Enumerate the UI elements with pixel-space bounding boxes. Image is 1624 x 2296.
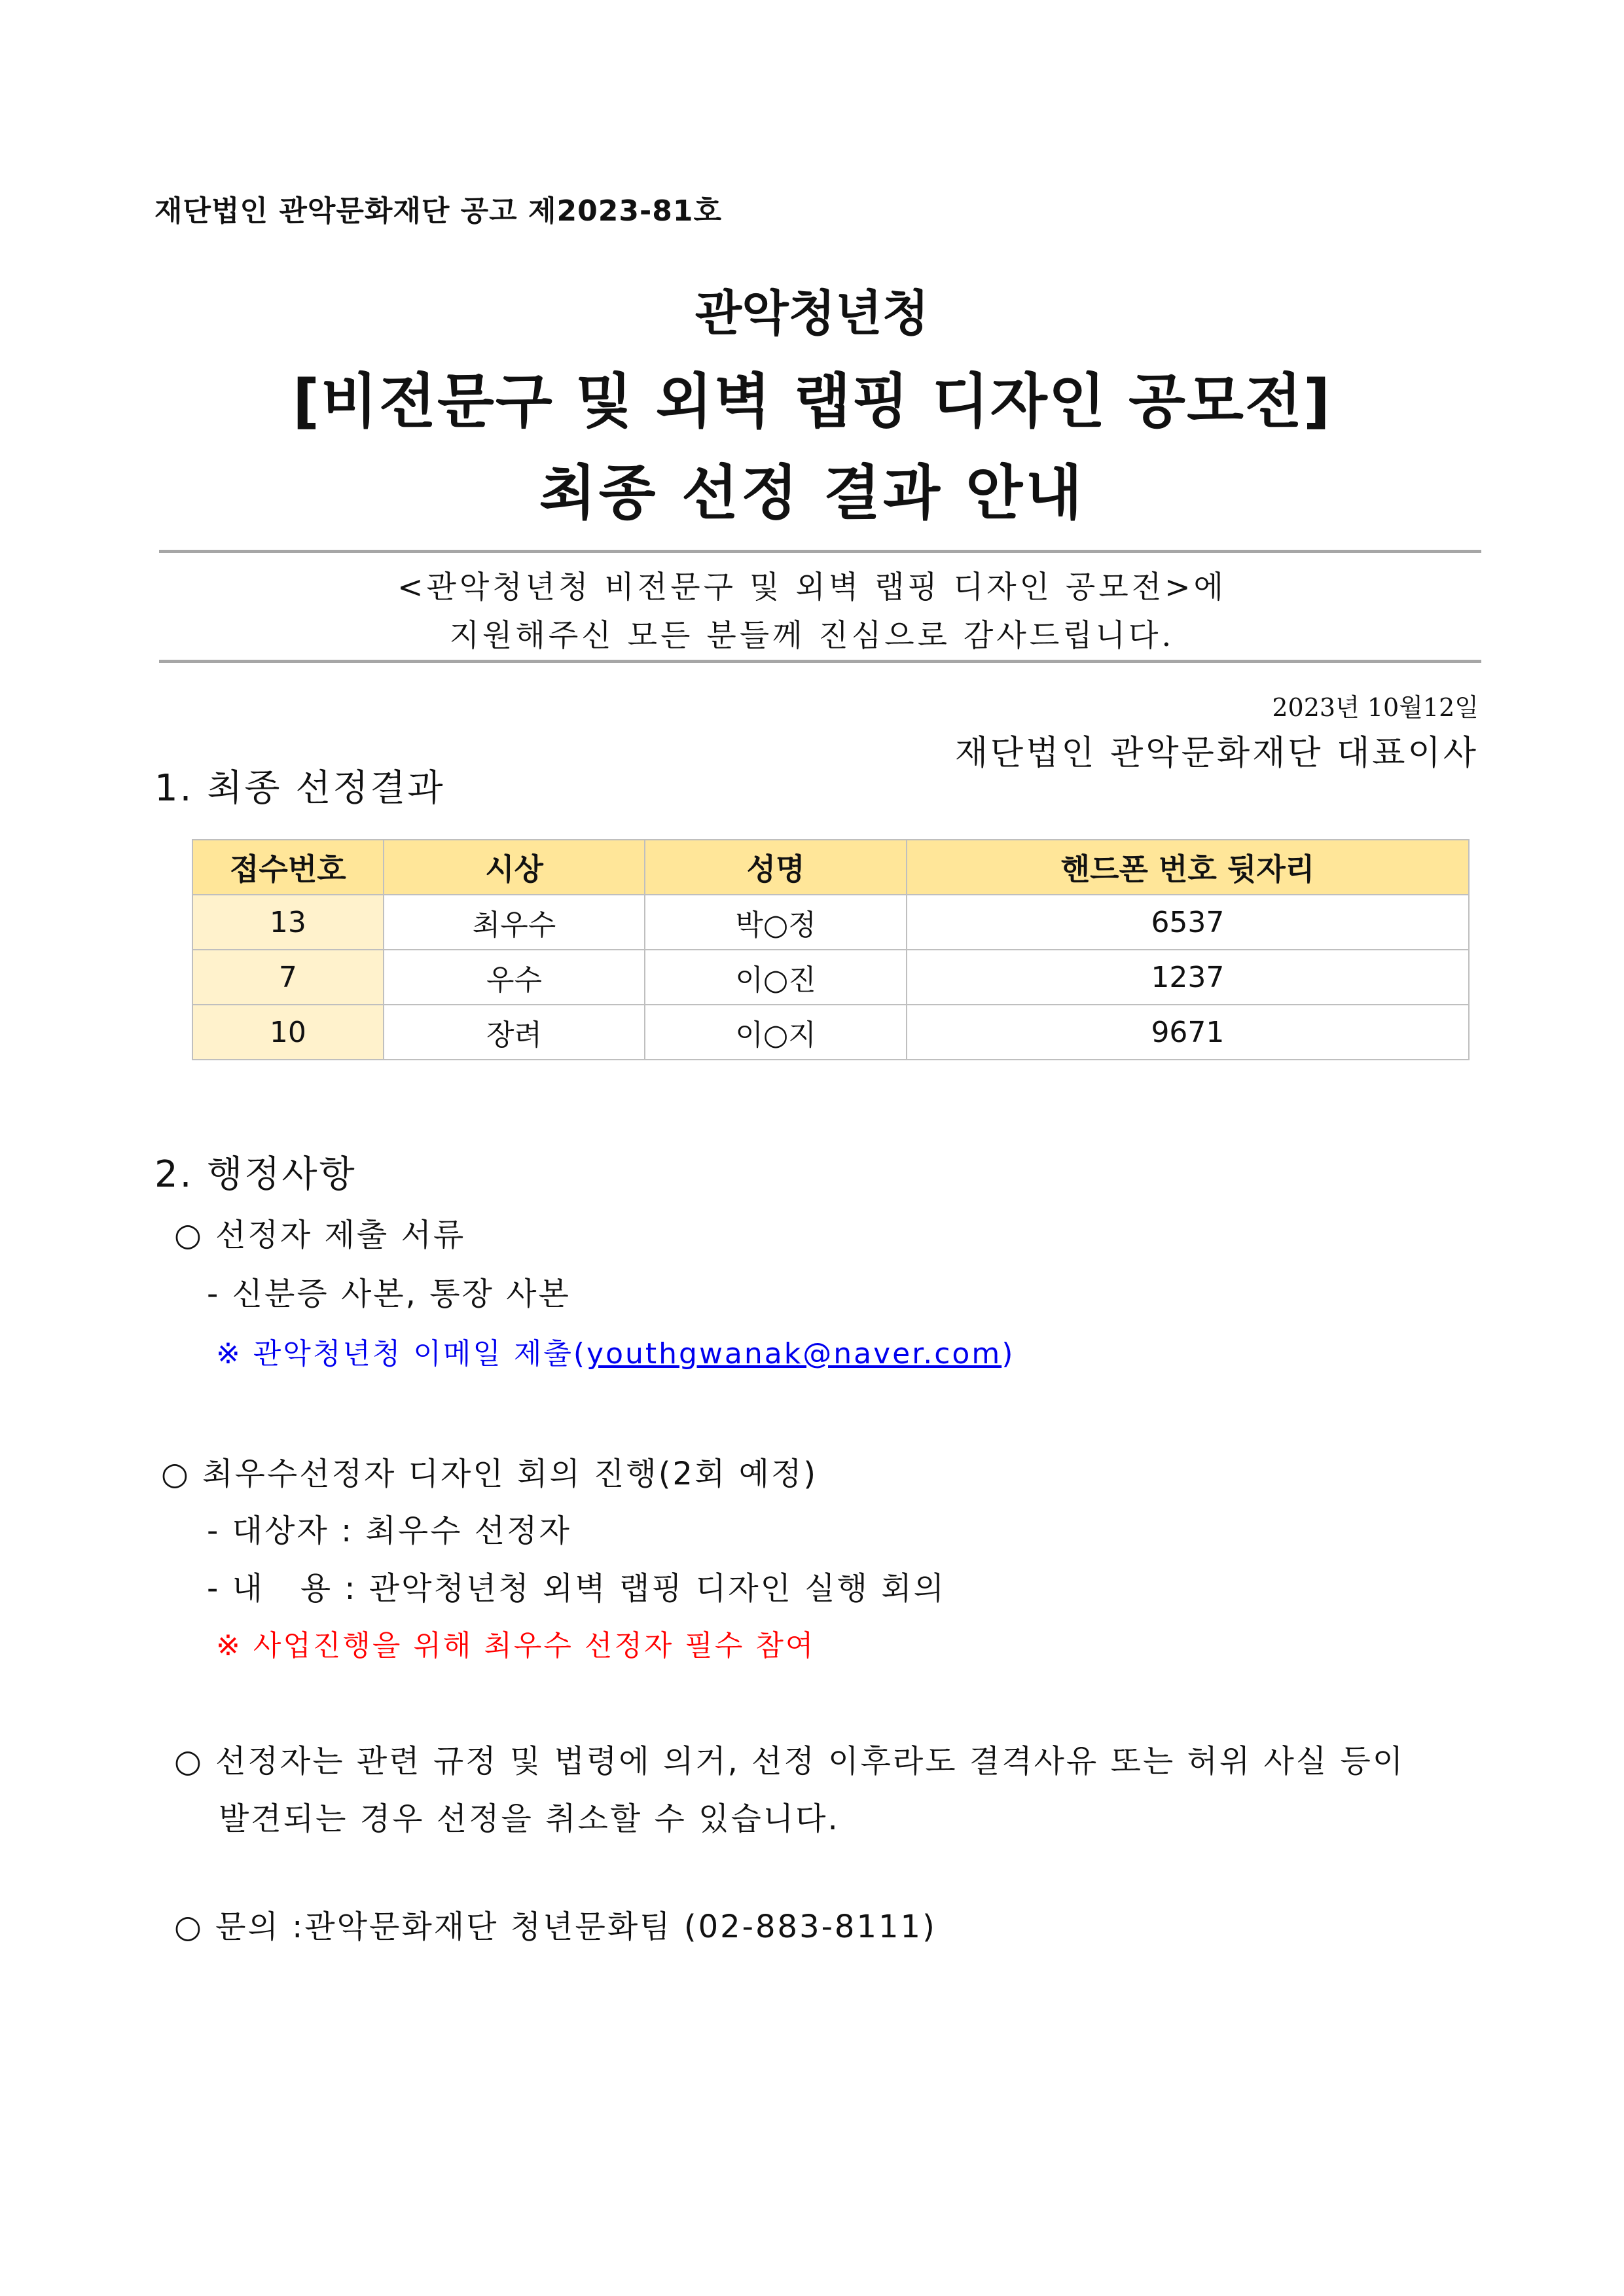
results-table xyxy=(192,839,1470,1060)
item-documents-note xyxy=(216,1330,1015,1372)
page-title-contest: [비전문구 및 외벽 랩핑 디자인 공모전] xyxy=(292,367,1332,436)
note-prefix: ※ 관악청년청 이메일 제출( xyxy=(216,1337,587,1371)
cell-name: 박○정 xyxy=(645,895,907,950)
section-2-heading: 2. 행정사항 xyxy=(154,1153,357,1196)
cell-phone-suffix: 1237 xyxy=(907,950,1469,1005)
cell-phone-suffix: 9671 xyxy=(907,1005,1469,1060)
page-title-result: 최종 선정 결과 안내 xyxy=(539,459,1085,528)
table-row xyxy=(192,895,1469,950)
page-title-org: 관악청년청 xyxy=(695,285,929,342)
table-row xyxy=(192,1005,1469,1060)
email-link[interactable]: youthgwanak@naver.com xyxy=(586,1337,1002,1371)
cell-receipt-number: 7 xyxy=(192,950,384,1005)
note-suffix: ) xyxy=(1001,1337,1015,1371)
issue-date: 2023년 10월12일 xyxy=(1272,693,1479,722)
notice-number: 재단법인 관악문화재단 공고 제2023-81호 xyxy=(154,194,722,228)
item-meeting-note: ※ 사업진행을 위해 최우수 선정자 필수 참여 xyxy=(216,1629,816,1662)
table-row xyxy=(192,950,1469,1005)
column-header-receipt-number: 접수번호 xyxy=(192,840,384,895)
item-meeting-target: - 대상자 : 최우수 선정자 xyxy=(207,1513,571,1549)
section-1-heading: 1. 최종 선정결과 xyxy=(154,767,445,810)
cell-name: 이○지 xyxy=(645,1005,907,1060)
item-cancellation-line-1: ○ 선정자는 관련 규정 및 법령에 의거, 선정 이후라도 결격사유 또는 허위 사실 등이 xyxy=(174,1743,1405,1780)
thanks-line-2: 지원해주신 모든 분들께 진심으로 감사드립니다. xyxy=(449,618,1175,654)
cell-name: 이○진 xyxy=(645,950,907,1005)
column-header-award: 시상 xyxy=(384,840,645,895)
cell-award: 최우수 xyxy=(384,895,645,950)
item-meeting-content: - 내 용 : 관악청년청 외벽 랩핑 디자인 실행 회의 xyxy=(207,1570,946,1607)
item-meeting-title: ○ 최우수선정자 디자인 회의 진행(2회 예정) xyxy=(161,1456,818,1492)
column-header-name: 성명 xyxy=(645,840,907,895)
table-header-row xyxy=(192,840,1469,895)
column-header-phone-suffix: 핸드폰 번호 뒷자리 xyxy=(907,840,1469,895)
item-documents-title: ○ 선정자 제출 서류 xyxy=(174,1217,466,1253)
cell-phone-suffix: 6537 xyxy=(907,895,1469,950)
thanks-line-1: <관악청년청 비전문구 및 외벽 랩핑 디자인 공모전>에 xyxy=(397,569,1227,605)
cell-award: 우수 xyxy=(384,950,645,1005)
issuer-name: 재단법인 관악문화재단 대표이사 xyxy=(954,734,1479,773)
item-inquiry: ○ 문의 :관악문화재단 청년문화팀 (02-883-8111) xyxy=(174,1909,937,1945)
item-cancellation-line-2: 발견되는 경우 선정을 취소할 수 있습니다. xyxy=(219,1801,840,1837)
divider-top xyxy=(159,550,1481,553)
item-documents-list: - 신분증 사본, 통장 사본 xyxy=(207,1276,571,1312)
cell-award: 장려 xyxy=(384,1005,645,1060)
cell-receipt-number: 13 xyxy=(192,895,384,950)
cell-receipt-number: 10 xyxy=(192,1005,384,1060)
divider-bottom xyxy=(159,660,1481,663)
